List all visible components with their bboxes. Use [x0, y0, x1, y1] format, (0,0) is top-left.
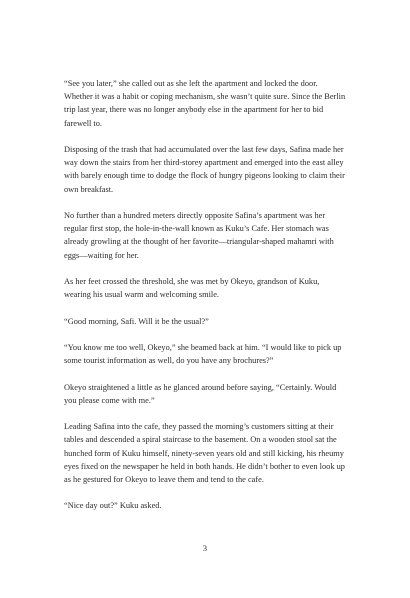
paragraph: “Nice day out?” Kuku asked.	[64, 501, 162, 511]
paragraph: “You know me too well, Okeyo,” she beamed back at him. “I would like to pick up some tourist information as well, do you have any brochures?”	[64, 342, 342, 366]
paragraph: Okeyo straightened a little as he glanced around before saying, “Certainly. Would you please come with me.”	[64, 382, 337, 405]
paragraph: “See you later,” she called out as she left the apartment and locked the door. Whether it was a habit or coping mechanism, she wasn’t quite sure. Since the Berlin trip last year, there was no longer anybody else in the apartment for her to bid farewell to.	[64, 79, 346, 128]
body-text	[64, 77, 348, 526]
paragraph: Leading Safina into the cafe, they passed the morning’s customers sitting at their tables and descended a spiral staircase to the basement. On a wooden stool sat the hunched form of Kuku himself, ninety-seven years old and still kicking, his rheumy eyes fixed on the newspaper he held in both hands. He didn’t bother to even look up as he gestured for Okeyo to leave them and tend to the cafe.	[64, 422, 345, 484]
paragraph: As her feet crossed the threshold, she was met by Okeyo, grandson of Kuku, wearing his usual warm and welcoming smile.	[64, 277, 320, 300]
page-number: 3	[202, 544, 208, 553]
paragraph: “Good morning, Safi. Will it be the usual?”	[64, 316, 209, 326]
paragraph: Disposing of the trash that had accumulated over the last few days, Safina made her way down the stairs from her third-storey apartment and emerged into the east alley with barely enough time to dodge the flock of hungry pigeons looking to claim their own breakfast.	[64, 145, 345, 194]
paragraph: No further than a hundred meters directly opposite Safina’s apartment was her regular first stop, the hole-in-the-wall known as Kuku’s Cafe. Her stomach was already growling at the thought of her favorite—triangular-shaped mahamri with eggs—waiting for her.	[64, 211, 334, 260]
